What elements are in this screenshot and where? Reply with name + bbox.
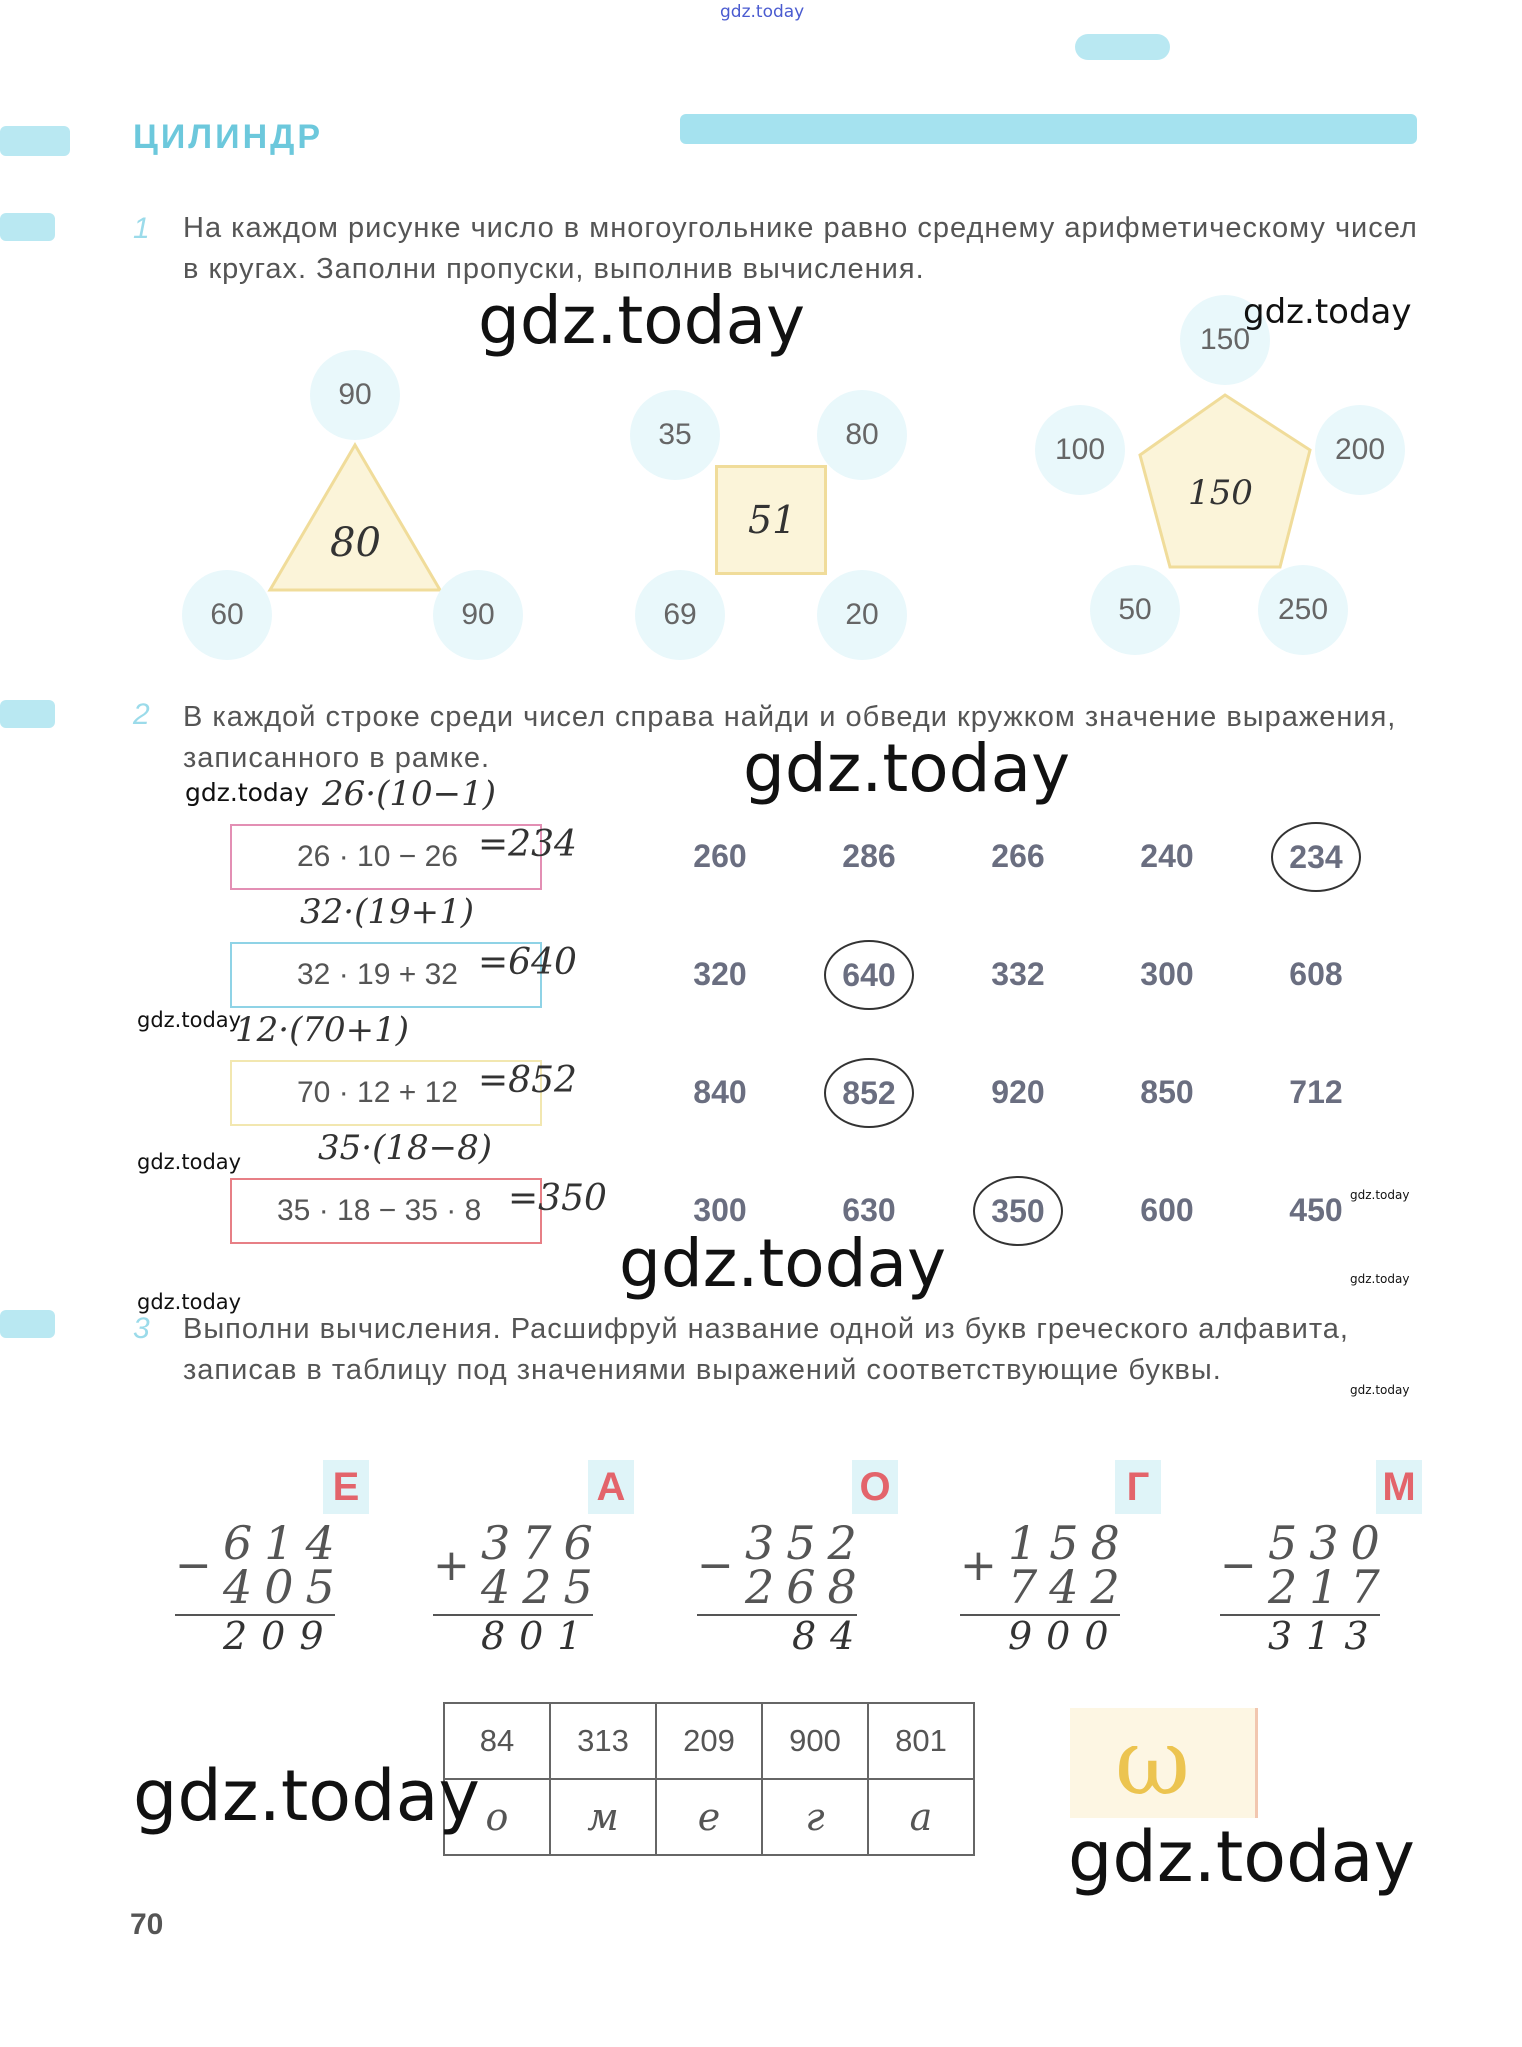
header-stripe-right (680, 114, 1417, 144)
answer-option-circled[interactable]: 234 (1271, 822, 1361, 892)
watermark: gdz.today (1350, 1188, 1410, 1202)
answer-option[interactable]: 260 (693, 838, 747, 874)
operator-sign: − (697, 1540, 734, 1591)
triangle-figure (175, 350, 535, 650)
operator-sign: − (175, 1540, 212, 1591)
operator-sign: + (433, 1540, 470, 1591)
operand-bottom: 405 (223, 1560, 347, 1614)
answer-option-circled[interactable]: 852 (824, 1058, 914, 1128)
omega-card (1070, 1708, 1258, 1818)
expression-text: 32 · 19 + 32 (297, 958, 458, 991)
answer-option[interactable]: 850 (1140, 1074, 1194, 1110)
pentagon-circle-right: 200 (1315, 405, 1405, 495)
answer-option[interactable]: 600 (1140, 1192, 1194, 1228)
watermark: gdz.today (185, 778, 309, 807)
answer-option[interactable]: 450 (1289, 1192, 1343, 1228)
operand-top: 376 (481, 1516, 605, 1570)
watermark: gdz.today (133, 1755, 480, 1837)
operand-top: 158 (1008, 1516, 1132, 1570)
answer-option[interactable]: 300 (693, 1192, 747, 1228)
decode-value: 900 (762, 1703, 868, 1779)
pentagon-circle-left: 100 (1035, 405, 1125, 495)
site-label: gdz.today (720, 2, 805, 22)
task2-text: В каждой строке среди чисел справа найди и обведи кружком значение выражения, записанного в рамке. (183, 701, 1397, 774)
decode-table (443, 1702, 975, 1856)
cipher-letter: Е (323, 1460, 369, 1514)
expression-text: 35 · 18 − 35 · 8 (277, 1194, 482, 1227)
column-calculation (175, 1516, 347, 1658)
task1-text: На каждом рисунке число в многоугольнике равно среднему арифметическому чисел в кругах. Заполни пропуски, выполнив вычисления. (183, 212, 1418, 285)
row-hint: 35·(18−8) (318, 1128, 492, 1168)
expression-result: =350 (508, 1178, 607, 1219)
task3-number: 3 (133, 1312, 150, 1345)
square-circle-tl: 35 (630, 390, 720, 480)
square-circle-br: 20 (817, 570, 907, 660)
operand-bottom: 425 (481, 1560, 605, 1614)
triangle-circle-right: 90 (433, 570, 523, 660)
watermark: gdz.today (743, 730, 1071, 807)
expression-text: 26 · 10 − 26 (297, 840, 458, 873)
answer-option[interactable]: 300 (1140, 956, 1194, 992)
decode-value: 84 (444, 1703, 550, 1779)
watermark: gdz.today (478, 282, 806, 359)
pentagon-figure (1030, 295, 1430, 675)
answer-option[interactable]: 630 (842, 1192, 896, 1228)
expression-text: 70 · 12 + 12 (297, 1076, 458, 1109)
margin-stripe (0, 1310, 55, 1338)
calc-result: 313 (1268, 1614, 1383, 1658)
operand-bottom: 268 (745, 1560, 869, 1614)
watermark: gdz.today (137, 1150, 242, 1174)
answer-option[interactable]: 332 (991, 956, 1045, 992)
expression-result: =234 (478, 824, 577, 865)
square-circle-bl: 69 (635, 570, 725, 660)
decode-value: 801 (868, 1703, 974, 1779)
header-cloud (1075, 34, 1170, 60)
operand-top: 530 (1268, 1516, 1392, 1570)
answer-option-circled[interactable]: 640 (824, 940, 914, 1010)
watermark: gdz.today (1068, 1816, 1415, 1898)
cipher-letter: А (588, 1460, 634, 1514)
watermark: gdz.today (619, 1225, 947, 1302)
answer-option[interactable]: 840 (693, 1074, 747, 1110)
header-stripe-left (0, 126, 70, 156)
answer-option[interactable]: 266 (991, 838, 1045, 874)
column-calculation (433, 1516, 605, 1658)
task1-number: 1 (133, 212, 150, 245)
decode-letter: о (444, 1779, 550, 1855)
margin-stripe (0, 213, 55, 241)
decode-letter: г (762, 1779, 868, 1855)
operator-sign: + (960, 1540, 997, 1591)
section-title: ЦИЛИНДР (133, 118, 324, 156)
expression-box (230, 1178, 542, 1244)
pentagon-circle-br: 250 (1258, 565, 1348, 655)
cipher-letter: М (1376, 1460, 1422, 1514)
watermark: gdz.today (1350, 1272, 1410, 1286)
task3-text: Выполни вычисления. Расшифруй название одной из букв греческого алфавита, записав в таблицу под значениями выражений соответствующие буквы. (183, 1313, 1349, 1386)
pentagon-circle-top: 150 (1180, 295, 1270, 385)
page-number: 70 (130, 1908, 164, 1941)
column-calculation (960, 1516, 1132, 1658)
decode-letter: а (868, 1779, 974, 1855)
row-hint: 32·(19+1) (300, 892, 474, 932)
task2-number: 2 (133, 698, 150, 731)
answer-option[interactable]: 608 (1289, 956, 1343, 992)
decode-value: 209 (656, 1703, 762, 1779)
pentagon-circle-bl: 50 (1090, 565, 1180, 655)
triangle-answer: 80 (330, 520, 381, 566)
column-calculation (1220, 1516, 1392, 1658)
triangle-circle-left: 60 (182, 570, 272, 660)
watermark: gdz.today (137, 1008, 242, 1032)
operand-bottom: 217 (1268, 1560, 1392, 1614)
watermark: gdz.today (1243, 292, 1412, 332)
square-circle-tr: 80 (817, 390, 907, 480)
answer-option[interactable]: 712 (1289, 1074, 1343, 1110)
watermark: gdz.today (137, 1290, 242, 1314)
calc-result: 900 (1008, 1614, 1123, 1658)
row-hint: 26·(10−1) (322, 774, 496, 814)
column-calculation (697, 1516, 869, 1658)
operand-top: 614 (223, 1516, 347, 1570)
margin-stripe (0, 700, 55, 728)
operand-top: 352 (745, 1516, 869, 1570)
decode-letter: е (656, 1779, 762, 1855)
decode-values-row (444, 1703, 974, 1779)
cipher-letter: О (852, 1460, 898, 1514)
operator-sign: − (1220, 1540, 1257, 1591)
decode-letters-row (444, 1779, 974, 1855)
pentagon-answer: 150 (1188, 473, 1253, 513)
decode-value: 313 (550, 1703, 656, 1779)
square-figure (630, 390, 930, 670)
cipher-letter: Г (1115, 1460, 1161, 1514)
decode-letter: м (550, 1779, 656, 1855)
square-answer: 51 (748, 498, 797, 542)
calc-result: 84 (792, 1614, 869, 1658)
answer-option[interactable]: 920 (991, 1074, 1045, 1110)
answer-option[interactable]: 320 (693, 956, 747, 992)
expression-result: =852 (478, 1060, 577, 1101)
calc-result: 801 (481, 1614, 596, 1658)
omega-symbol: ω (1115, 1709, 1191, 1816)
answer-option-circled[interactable]: 350 (973, 1176, 1063, 1246)
expression-result: =640 (478, 942, 577, 983)
row-hint: 12·(70+1) (235, 1010, 409, 1050)
watermark: gdz.today (1350, 1383, 1410, 1397)
triangle-circle-top: 90 (310, 350, 400, 440)
answer-option[interactable]: 240 (1140, 838, 1194, 874)
answer-option[interactable]: 286 (842, 838, 896, 874)
operand-bottom: 742 (1008, 1560, 1132, 1614)
calc-result: 209 (223, 1614, 338, 1658)
